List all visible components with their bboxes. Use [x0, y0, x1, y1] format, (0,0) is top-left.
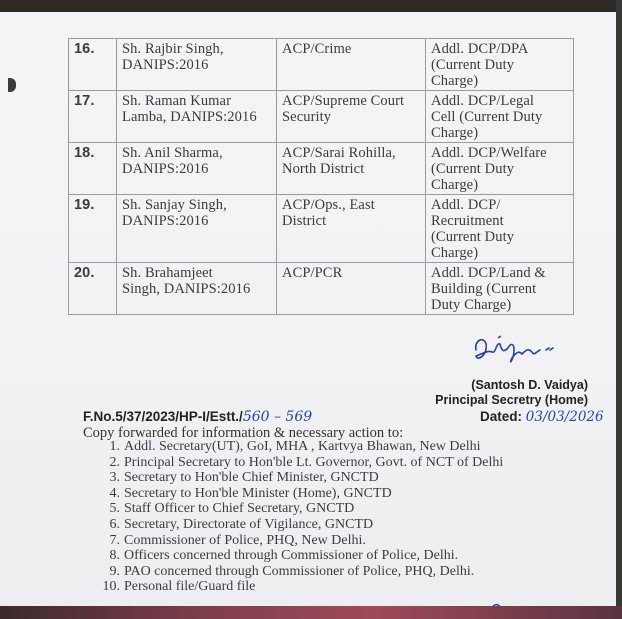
- signatory-designation: Principal Secretry (Home): [435, 393, 588, 407]
- copy-recipient-text: Commissioner of Police, PHQ, New Delhi.: [124, 532, 366, 548]
- officer-name-line: Sh. Brahamjeet: [122, 265, 213, 281]
- copy-recipient: [88, 579, 503, 595]
- additional-charge-line: Addl. DCP/Land &: [431, 265, 546, 281]
- additional-charge-line: Addl. DCP/Legal: [431, 93, 534, 109]
- file-number-line: [83, 409, 613, 426]
- serial-number: 20.: [69, 263, 117, 315]
- additional-charge-line: Charge): [431, 177, 479, 193]
- copy-recipient-number: 7.: [109, 532, 120, 548]
- copy-recipient-number: 6.: [109, 516, 120, 532]
- officers-table: [68, 38, 574, 315]
- officer-name-line: Sh. Raman Kumar: [122, 93, 232, 109]
- present-posting-line: ACP/Supreme Court: [282, 93, 405, 109]
- additional-charge: [426, 91, 574, 143]
- present-posting-line: ACP/PCR: [282, 265, 343, 281]
- officer-name-line: DANIPS:2016: [122, 57, 209, 73]
- officer-name-line: Sh. Rajbir Singh,: [122, 41, 224, 57]
- dated-value: 03/03/2026: [525, 409, 604, 425]
- copy-recipient-text: Secretary to Hon'ble Chief Minister, GNCTD: [124, 470, 379, 486]
- copy-recipient-number: 9.: [109, 563, 120, 579]
- officer-name-line: Singh, DANIPS:2016: [122, 281, 251, 297]
- additional-charge-line: Addl. DCP/Welfare: [431, 145, 547, 161]
- copy-recipient: [88, 455, 503, 471]
- officer-name: [117, 143, 277, 195]
- officer-name-line: DANIPS:2016: [122, 161, 209, 177]
- copy-recipient-text: Addl. Secretary(UT), GoI, MHA , Kartvya Bhawan, New Delhi: [124, 439, 481, 454]
- officer-row: [69, 91, 574, 143]
- file-number-handwritten: 560 – 569: [242, 409, 313, 425]
- copy-recipient: [88, 564, 503, 580]
- present-posting-line: ACP/Sarai Rohilla,: [282, 145, 396, 161]
- additional-charge-line: Addl. DCP/: [431, 197, 501, 213]
- officer-name-line: Sh. Sanjay Singh,: [122, 197, 227, 213]
- additional-charge-line: Charge): [431, 73, 479, 89]
- serial-number: 18.: [69, 143, 117, 195]
- copy-recipient-text: Personal file/Guard file: [124, 579, 256, 595]
- officer-row: [69, 39, 574, 91]
- additional-charge-line: Addl. DCP/DPA: [431, 41, 529, 57]
- copy-recipient-number: 2.: [109, 454, 120, 470]
- present-posting: [277, 263, 426, 315]
- photo-top-edge: [0, 0, 622, 12]
- copy-recipient: [88, 486, 503, 502]
- photo-right-edge: [616, 0, 622, 619]
- copy-recipient-text: Secretary to Hon'ble Minister (Home), GNCTD: [124, 485, 392, 501]
- document-page: [0, 12, 616, 608]
- additional-charge-line: (Current Duty: [431, 229, 515, 245]
- copy-recipient-number: 10.: [102, 579, 120, 595]
- copy-recipient-number: 5.: [109, 501, 120, 517]
- signatory-block: [435, 378, 588, 408]
- additional-charge-line: (Current Duty: [431, 161, 515, 177]
- copy-recipient-number: 8.: [109, 548, 120, 564]
- photo-bottom-edge: [0, 606, 622, 619]
- copy-forwarded-intro: Copy forwarded for information & necessary action to:: [83, 425, 404, 441]
- copy-recipient-text: PAO concerned through Commissioner of Police, PHQ, Delhi.: [124, 563, 475, 579]
- officer-row: [69, 143, 574, 195]
- copy-recipient: [88, 517, 503, 533]
- additional-charge-line: Cell (Current Duty: [431, 109, 543, 125]
- dated: [480, 409, 604, 425]
- copy-recipient-number: 3.: [109, 470, 120, 486]
- signature-image: [470, 330, 560, 370]
- copy-recipient-number: 1.: [109, 439, 120, 454]
- punch-hole: [8, 78, 16, 92]
- present-posting: [277, 91, 426, 143]
- present-posting-line: District: [282, 213, 327, 229]
- dated-label: Dated:: [480, 409, 523, 424]
- copy-recipient-text: Principal Secretary to Hon'ble Lt. Governor, Govt. of NCT of Delhi: [124, 454, 504, 470]
- additional-charge: [426, 263, 574, 315]
- additional-charge-line: Recruitment: [431, 213, 504, 229]
- file-number-printed: F.No.5/37/2023/HP-I/Estt./: [83, 409, 243, 424]
- additional-charge: [426, 39, 574, 91]
- copy-recipient: [88, 533, 503, 549]
- additional-charge-line: Charge): [431, 125, 479, 141]
- additional-charge: [426, 143, 574, 195]
- signatory-name: (Santosh D. Vaidya): [471, 378, 588, 392]
- present-posting-line: North District: [282, 161, 365, 177]
- officer-name: [117, 195, 277, 263]
- copy-recipient: [88, 501, 503, 517]
- present-posting-line: ACP/Crime: [282, 41, 352, 57]
- present-posting-line: ACP/Ops., East: [282, 197, 375, 213]
- copy-recipient: [88, 439, 503, 455]
- additional-charge-line: Building (Current: [431, 281, 537, 297]
- additional-charge: [426, 195, 574, 263]
- present-posting: [277, 143, 426, 195]
- officer-name-line: Sh. Anil Sharma,: [122, 145, 223, 161]
- present-posting-line: Security: [282, 109, 332, 125]
- copy-recipient-number: 4.: [109, 485, 120, 501]
- serial-number: 17.: [69, 91, 117, 143]
- copy-forwarded-list: [88, 439, 503, 595]
- additional-charge-line: (Current Duty: [431, 57, 515, 73]
- additional-charge-line: Charge): [431, 245, 479, 261]
- officer-name: [117, 91, 277, 143]
- officer-row: [69, 195, 574, 263]
- serial-number: 19.: [69, 195, 117, 263]
- officer-name-line: DANIPS:2016: [122, 213, 209, 229]
- copy-recipient-text: Officers concerned through Commissioner of Police, Delhi.: [124, 548, 459, 564]
- present-posting: [277, 39, 426, 91]
- additional-charge-line: Duty Charge): [431, 297, 512, 313]
- present-posting: [277, 195, 426, 263]
- copy-recipient: [88, 470, 503, 486]
- officer-name-line: Lamba, DANIPS:2016: [122, 109, 257, 125]
- officer-name: [117, 263, 277, 315]
- copy-recipient-text: Secretary, Directorate of Vigilance, GNCTD: [124, 516, 374, 532]
- officer-name: [117, 39, 277, 91]
- officer-row: [69, 263, 574, 315]
- serial-number: 16.: [69, 39, 117, 91]
- copy-recipient-text: Staff Officer to Chief Secretary, GNCTD: [124, 501, 355, 517]
- copy-recipient: [88, 548, 503, 564]
- file-number: [83, 409, 312, 425]
